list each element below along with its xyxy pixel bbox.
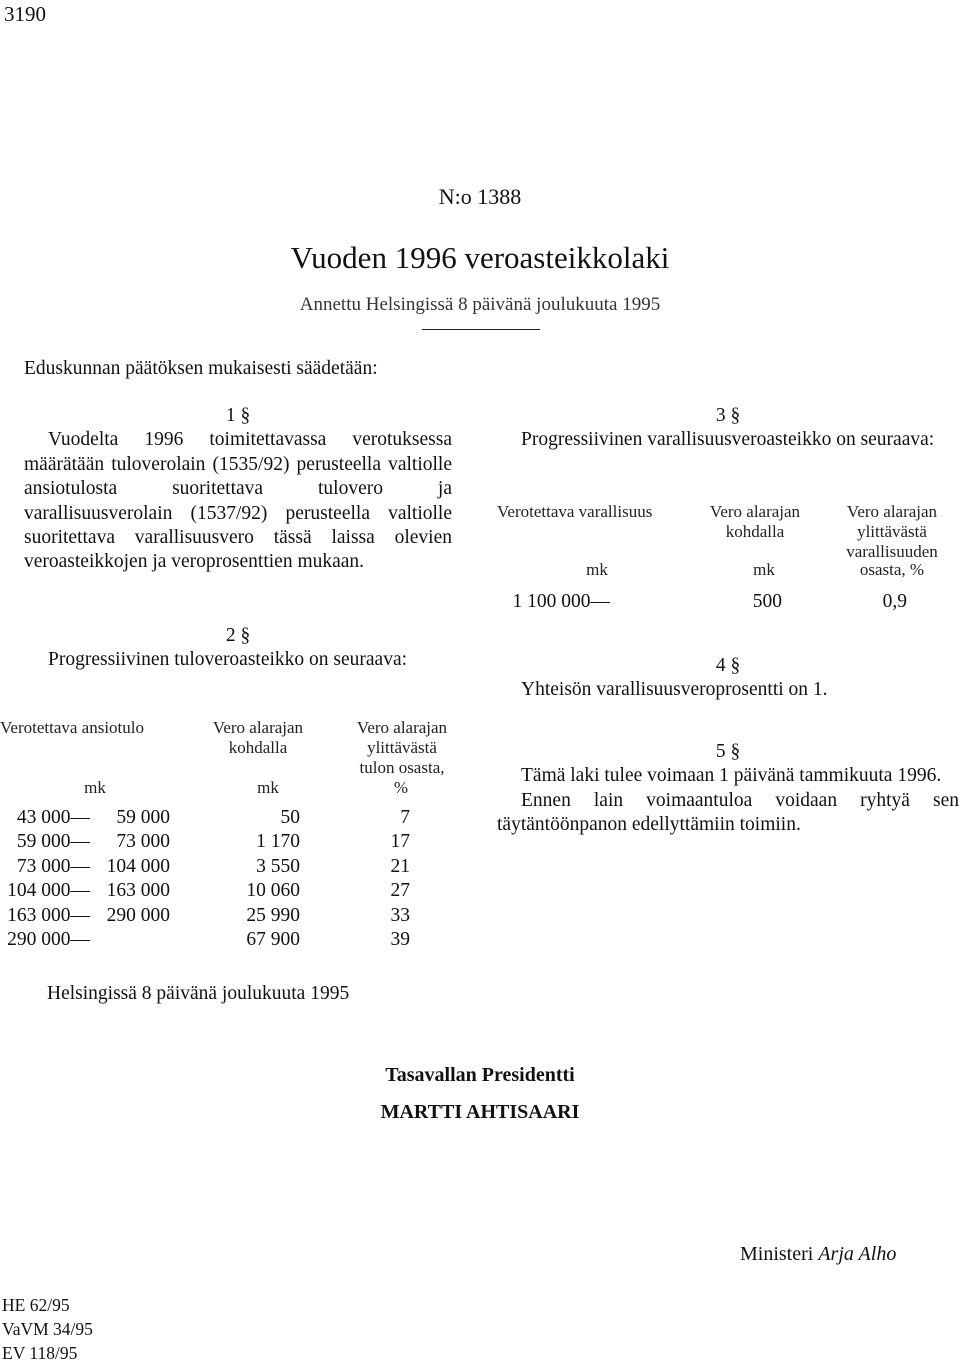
cell-range-from: 73 000— <box>16 855 90 877</box>
section-2-heading: 2 § <box>225 625 251 646</box>
unit-tax: mk <box>753 560 775 579</box>
cell-rate: 39 <box>390 929 410 950</box>
reference-item: EV 118/95 <box>2 1343 78 1363</box>
title-divider <box>422 329 540 330</box>
income-tax-table <box>0 718 480 958</box>
preamble: Eduskunnan päätöksen mukaisesti säädetään: <box>24 358 378 379</box>
unit-wealth: mk <box>586 560 608 579</box>
cell-tax: 10 060 <box>246 880 300 902</box>
unit-income: mk <box>84 778 106 797</box>
section-2 <box>24 624 452 673</box>
section-3 <box>497 404 959 453</box>
section-5-text-2: Ennen lain voimaantuloa voidaan ryhtyä sen täytäntöönpanon edellyttämiin toimiin. <box>497 789 959 836</box>
cell-tax: 500 <box>752 591 782 612</box>
document-subtitle: Annettu Helsingissä 8 päivänä joulukuuta 1995 <box>299 294 661 315</box>
section-5-text-1: Tämä laki tulee voimaan 1 päivänä tammikuuta 1996. <box>521 765 942 787</box>
cell-range-from: 1 100 000— <box>512 591 610 612</box>
cell-rate: 7 <box>400 807 410 828</box>
cell-range-from: 104 000— <box>7 880 90 902</box>
references <box>2 1293 93 1365</box>
document-title: Vuoden 1996 veroasteikkolaki <box>290 240 670 275</box>
cell-rate: 0,9 <box>882 591 907 612</box>
minister-signature <box>740 1243 896 1266</box>
section-5 <box>497 740 959 838</box>
president-name: MARTTI AHTISAARI <box>380 1101 580 1123</box>
reference-item: VaVM 34/95 <box>2 1319 93 1339</box>
section-1-text: Vuodelta 1996 toimitettavassa verotuksessa määrätään tuloverolain (1535/92) perusteella valtiolle ansiotulosta suoritettava tulovero ja varallisuusverolain (1537/92) perusteella valtiolle suoritettava varallisuusvero tässä laissa olevien veroasteikkojen ja veroprosenttien mukaan. <box>24 429 452 573</box>
cell-range-to: 104 000 <box>106 855 170 877</box>
cell-rate: 27 <box>390 880 410 902</box>
cell-range-from: 59 000— <box>16 831 90 853</box>
president-title: Tasavallan Presidentti <box>385 1064 575 1086</box>
cell-range-to: 59 000 <box>116 807 170 828</box>
place-date: Helsingissä 8 päivänä joulukuuta 1995 <box>47 983 350 1004</box>
cell-rate: 17 <box>390 831 410 853</box>
section-2-text: Progressiivinen tuloveroasteikko on seuraava: <box>48 649 408 671</box>
table-header-income: Verotettava ansiotulo <box>0 718 144 737</box>
document-number: N:o 1388 <box>438 184 522 209</box>
rate-header-line: ylittävästä <box>857 522 927 541</box>
cell-range-to: 73 000 <box>116 831 170 853</box>
rate-header-line: tulon osasta, <box>359 758 445 777</box>
cell-tax: 3 550 <box>256 855 300 877</box>
unit-rate: % <box>393 778 409 797</box>
cell-tax: 50 <box>280 807 300 828</box>
table-header-rate <box>338 718 466 778</box>
table-header-rate <box>827 502 957 562</box>
reference-item: HE 62/95 <box>2 1295 70 1315</box>
cell-range-from: 43 000— <box>16 807 90 828</box>
cell-tax: 67 900 <box>246 929 300 950</box>
cell-range-to: 163 000 <box>106 880 170 902</box>
section-1-heading: 1 § <box>225 405 251 426</box>
section-1 <box>24 404 452 575</box>
cell-rate: 33 <box>390 904 410 926</box>
section-3-text: Progressiivinen varallisuusveroasteikko on seuraava: <box>521 429 935 451</box>
section-4-text: Yhteisön varallisuusveroprosentti on 1. <box>521 679 828 701</box>
rate-header-line: Vero alarajan <box>846 502 938 521</box>
rate-header-line: Vero alarajan <box>356 718 448 737</box>
cell-range-from: 290 000— <box>7 929 90 950</box>
table-header-tax-at-limit: Vero alarajan kohdalla <box>212 718 304 757</box>
minister-name: Arja Alho <box>818 1243 897 1265</box>
cell-rate: 21 <box>390 855 410 877</box>
unit-tax: mk <box>257 778 279 797</box>
wealth-tax-table <box>497 502 959 622</box>
table-header-wealth: Verotettava varallisuus <box>497 502 653 521</box>
cell-tax: 25 990 <box>246 904 300 926</box>
cell-range-to: 290 000 <box>106 904 170 926</box>
minister-title: Ministeri <box>740 1243 814 1265</box>
section-3-heading: 3 § <box>715 405 741 426</box>
cell-range-from: 163 000— <box>7 904 90 926</box>
unit-rate: osasta, % <box>859 560 925 579</box>
page-number: 3190 <box>4 2 46 26</box>
section-4-heading: 4 § <box>715 655 741 676</box>
cell-tax: 1 170 <box>256 831 300 853</box>
rate-header-line: varallisuuden <box>846 542 938 561</box>
table-header-tax-at-limit: Vero alarajan kohdalla <box>709 502 801 541</box>
section-5-heading: 5 § <box>715 741 741 762</box>
rate-header-line: ylittävästä <box>367 738 437 757</box>
section-4 <box>497 654 959 703</box>
